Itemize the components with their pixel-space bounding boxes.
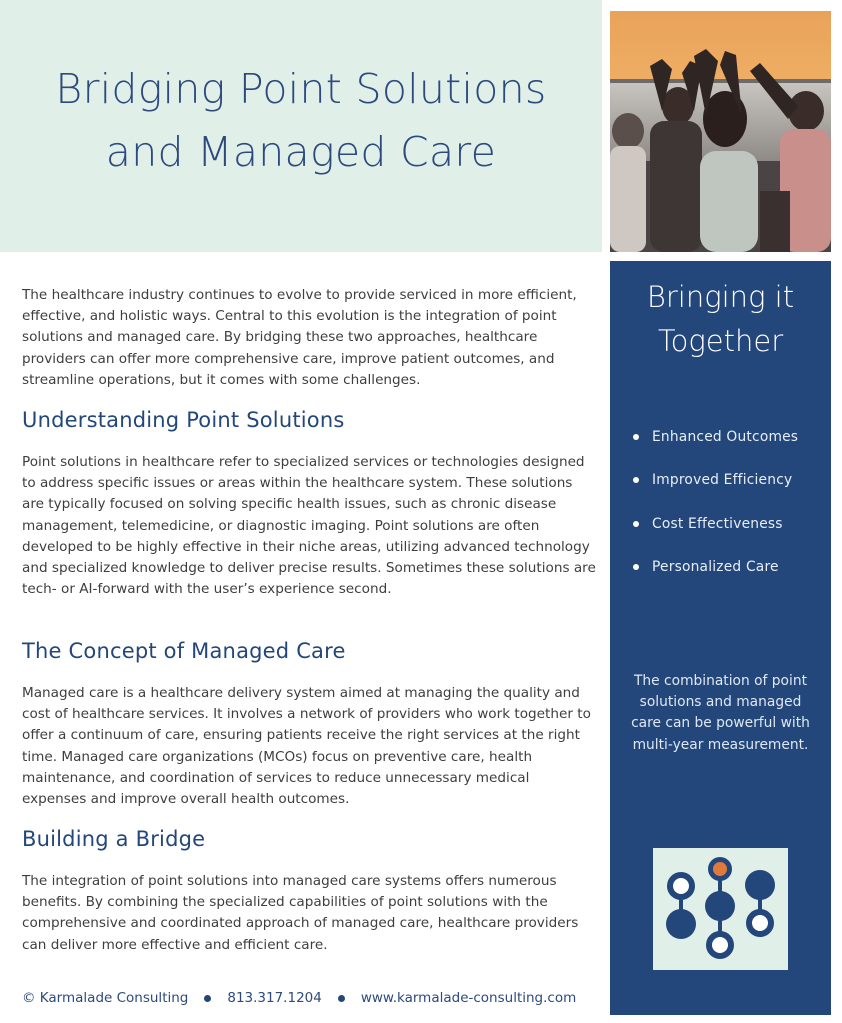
benefits-list: [633, 415, 798, 589]
list-item: [633, 502, 798, 546]
footer-company: © Karmalade Consulting: [22, 990, 189, 1006]
hero-banner: [0, 0, 602, 252]
sidebar-title-line-1: Bringing it: [646, 280, 795, 314]
bullet-dot-icon: [633, 434, 639, 440]
sunset-friends-heart-hands-photo: [610, 11, 831, 252]
benefit-label: Enhanced Outcomes: [652, 428, 799, 445]
section-body-point-solutions: Point solutions in healthcare refer to specialized services or technologies designed to address specific issues or areas within the healthcare system. These solutions are typically focused on solving specific health issues, such as chronic disease management, telemedicine, or diagnostic imaging. Point solutions are often developed to be highly effective in their niche areas, utilizing advanced technology and specialized knowledge to deliver precise results. Sometimes these solutions are tech- or AI-forward with the user’s experience second.: [22, 454, 596, 598]
footer-website-link[interactable]: www.karmalade-consulting.com: [360, 990, 577, 1006]
intro-paragraph: The healthcare industry continues to evolve to provide serviced in more efficient, effective, and holistic ways. Central to this evolution is the integration of point solutions and managed care. By bridging these two approaches, healthcare providers can offer more comprehensive care, improve patient outcomes, and streamline operations, but it comes with some challenges.: [22, 287, 577, 388]
section-body-building-bridge: The integration of point solutions into managed care systems offers numerous benefits. By combining the specialized capabilities of point solutions with the comprehensive and coordinated approach of managed care, healthcare providers can deliver more effective and efficient care.: [22, 873, 579, 953]
page-title-line-1: Bridging Point Solutions: [55, 65, 547, 113]
sidebar-panel: [610, 261, 831, 1015]
list-item: [633, 546, 798, 590]
footer: [22, 990, 602, 1006]
benefit-label: Personalized Care: [652, 559, 779, 576]
footer-separator-dot: [338, 995, 345, 1002]
bullet-dot-icon: [633, 477, 639, 483]
list-item: [633, 415, 798, 459]
sidebar-title-line-2: Together: [657, 324, 784, 358]
section-heading-point-solutions: Understanding Point Solutions: [22, 408, 345, 432]
section-heading-building-bridge: Building a Bridge: [22, 827, 206, 851]
bullet-dot-icon: [633, 521, 639, 527]
section-body-managed-care: Managed care is a healthcare delivery system aimed at managing the quality and cost of healthcare services. It involves a network of providers who work together to offer a continuum of care, ensuring patients receive the right services at the right time. Managed care organizations (MCOs) focus on preventive care, health maintenance, and coordination of services to reduce unnecessary medical expenses and improve overall health outcomes.: [22, 685, 591, 808]
section-heading-managed-care: The Concept of Managed Care: [22, 639, 346, 663]
footer-phone[interactable]: 813.317.1204: [227, 990, 322, 1006]
bullet-dot-icon: [633, 564, 639, 570]
network-nodes-icon: [653, 848, 788, 970]
benefit-label: Improved Efficiency: [652, 472, 793, 489]
footer-separator-dot: [204, 995, 211, 1002]
sidebar-title: [610, 275, 831, 363]
page-title: [0, 58, 602, 184]
benefit-label: Cost Effectiveness: [652, 515, 783, 532]
sidebar-note: The combination of point solutions and managed care can be powerful with multi-year measurement.: [631, 673, 810, 753]
list-item: [633, 459, 798, 503]
page-title-line-2: and Managed Care: [105, 128, 497, 176]
